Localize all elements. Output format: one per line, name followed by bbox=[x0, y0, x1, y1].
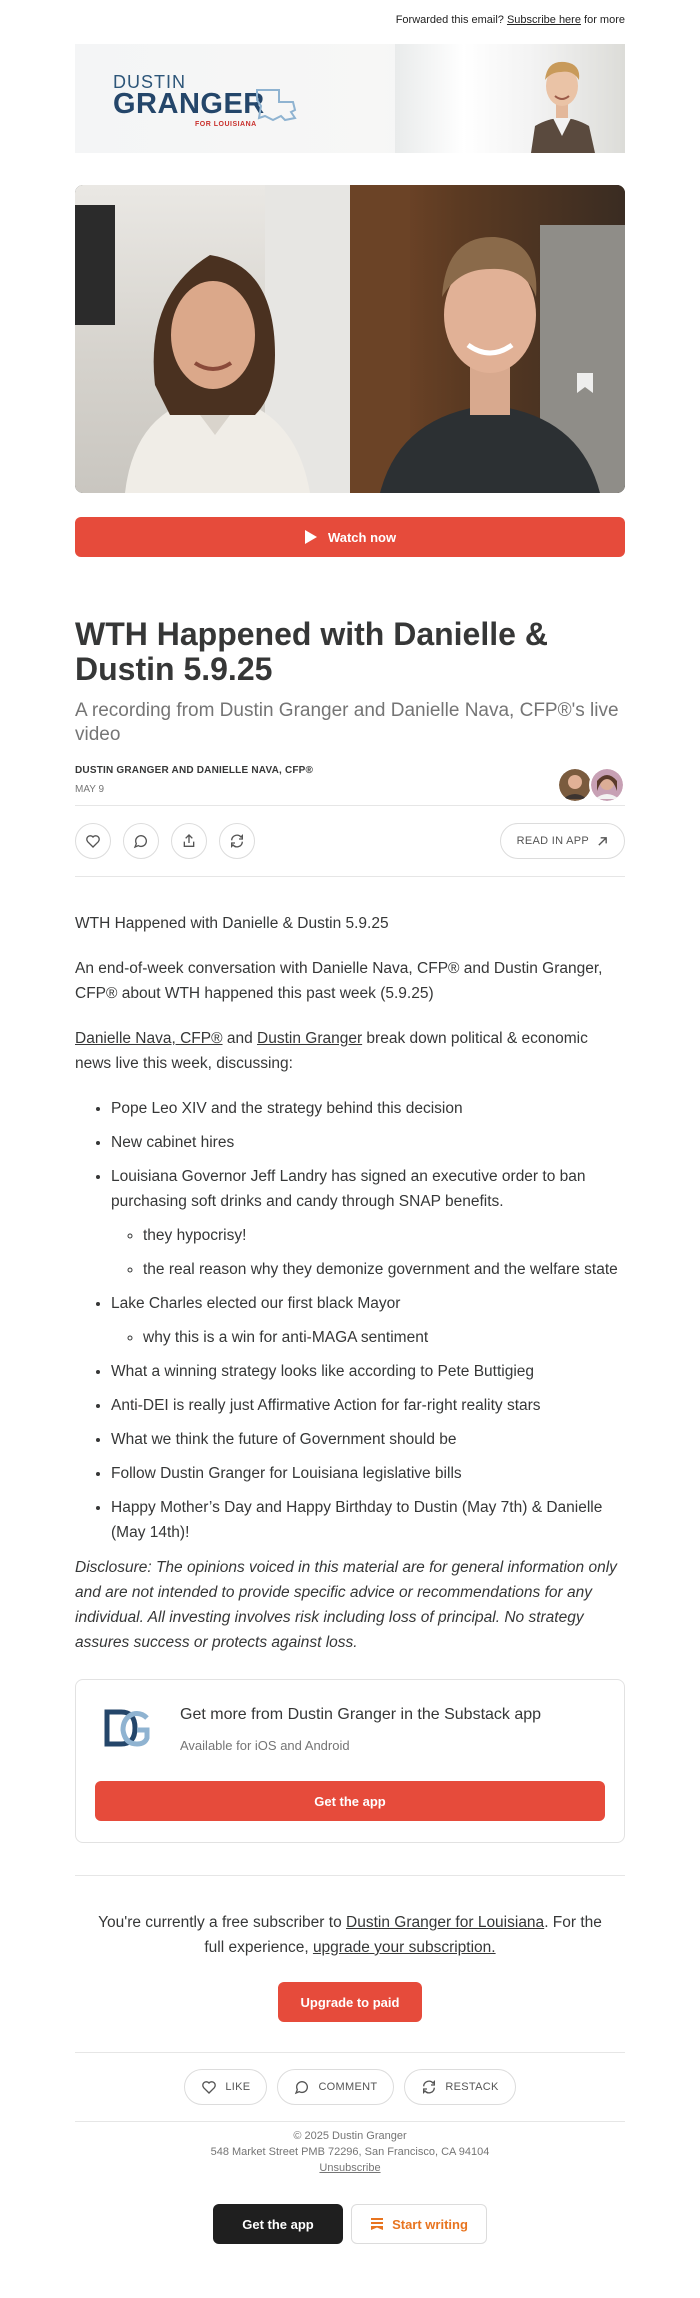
body-text: and bbox=[222, 1030, 258, 1047]
like-label: LIKE bbox=[225, 2081, 251, 2093]
video-thumbnail[interactable] bbox=[75, 185, 625, 493]
divider bbox=[75, 2052, 625, 2053]
divider bbox=[75, 2121, 625, 2122]
subscription-notice bbox=[75, 1910, 625, 1960]
engagement-pills bbox=[75, 2069, 625, 2105]
upgrade-to-paid-button[interactable]: Upgrade to paid bbox=[278, 1982, 422, 2022]
sub-list bbox=[111, 1223, 625, 1282]
sub-list-item: ◦ the real reason why they demonize government and the welfare state bbox=[143, 1257, 625, 1282]
restack-pill-button[interactable] bbox=[404, 2069, 515, 2105]
share-icon bbox=[181, 833, 197, 849]
play-icon bbox=[304, 529, 318, 545]
app-promo-card bbox=[75, 1679, 625, 1843]
list-item: • Pope Leo XIV and the strategy behind this decision bbox=[111, 1096, 625, 1121]
post-actions-bar bbox=[75, 806, 625, 876]
post-authors[interactable]: DUSTIN GRANGER AND DANIELLE NAVA, CFP® bbox=[75, 765, 314, 776]
author-avatars bbox=[561, 767, 625, 803]
logo-first-name: DUSTIN bbox=[113, 72, 186, 92]
list-item-text: Lake Charles elected our first black Mayor bbox=[111, 1295, 401, 1312]
unsubscribe-link[interactable]: Unsubscribe bbox=[319, 2162, 381, 2174]
dustin-link[interactable]: Dustin Granger bbox=[257, 1030, 363, 1047]
watch-now-label: Watch now bbox=[327, 529, 397, 545]
start-writing-label: Start writing bbox=[392, 2216, 468, 2232]
dustin-image bbox=[350, 185, 625, 493]
email-footer bbox=[75, 2128, 625, 2176]
restack-icon bbox=[229, 833, 245, 849]
share-button[interactable] bbox=[171, 823, 207, 859]
subscription-text: . For the full experience, bbox=[204, 1914, 602, 1956]
list-item-text: Louisiana Governor Jeff Landry has signed an executive order to ban purchasing soft drinks and candy through SNAP benefits. bbox=[111, 1168, 586, 1210]
read-in-app-label: READ IN APP bbox=[516, 835, 589, 847]
email-container bbox=[75, 0, 625, 2244]
app-promo-subtitle: Available for iOS and Android bbox=[180, 1738, 350, 1753]
get-the-app-dark-button[interactable]: Get the app bbox=[213, 2204, 343, 2244]
comment-button[interactable] bbox=[123, 823, 159, 859]
video-left-participant bbox=[75, 185, 350, 493]
comment-label: COMMENT bbox=[318, 2081, 378, 2093]
sub-list bbox=[111, 1325, 625, 1350]
logo-tagline: FOR LOUISIANA bbox=[195, 121, 257, 128]
bookmark-icon bbox=[575, 371, 595, 395]
read-in-app-button[interactable] bbox=[500, 823, 625, 859]
header-banner[interactable] bbox=[75, 44, 625, 153]
sub-list-item: ◦ they hypocrisy! bbox=[143, 1223, 625, 1248]
list-item bbox=[111, 1291, 625, 1350]
forward-notice bbox=[75, 0, 625, 30]
logo-last-name: GRANGER bbox=[113, 88, 265, 120]
disclosure-text: Disclosure: The opinions voiced in this material are for general information only and are not intended to provide specific advice or recommendations for any individual. All investing involves risk including loss of principal. No strategy assures success or protects against loss. bbox=[75, 1559, 617, 1651]
louisiana-state-icon bbox=[255, 88, 297, 122]
body-paragraph: WTH Happened with Danielle & Dustin 5.9.25 bbox=[75, 915, 389, 932]
list-item: • Happy Mother’s Day and Happy Birthday to Dustin (May 7th) & Danielle (May 14th)! bbox=[111, 1495, 625, 1545]
subscription-text: You're currently a free subscriber to bbox=[98, 1914, 347, 1931]
restack-button[interactable] bbox=[219, 823, 255, 859]
watch-now-button[interactable] bbox=[75, 517, 625, 557]
get-the-app-button[interactable]: Get the app bbox=[95, 1781, 605, 1821]
restack-icon bbox=[421, 2079, 437, 2095]
post-title[interactable]: WTH Happened with Danielle & Dustin 5.9.25 bbox=[75, 616, 548, 687]
forward-prefix: Forwarded this email? bbox=[395, 14, 504, 26]
copyright: © 2025 Dustin Granger bbox=[293, 2130, 407, 2142]
forward-suffix: for more bbox=[584, 14, 625, 26]
body-paragraph: An end-of-week conversation with Danielle Nava, CFP® and Dustin Granger, CFP® about WTH happened this past week (5.9.25) bbox=[75, 960, 603, 1002]
bottom-buttons bbox=[75, 2204, 625, 2244]
list-item: • New cabinet hires bbox=[111, 1130, 625, 1155]
restack-label: RESTACK bbox=[445, 2081, 499, 2093]
upgrade-link[interactable]: upgrade your subscription. bbox=[312, 1939, 496, 1956]
heart-icon bbox=[201, 2079, 217, 2095]
subscribe-link[interactable]: Subscribe here bbox=[506, 14, 581, 26]
list-item: • Follow Dustin Granger for Louisiana legislative bills bbox=[111, 1461, 625, 1486]
post-body bbox=[75, 911, 625, 1655]
app-promo-title: Get more from Dustin Granger in the Substack app bbox=[180, 1706, 542, 1723]
danielle-image bbox=[75, 185, 350, 493]
sub-list-item: ◦ why this is a win for anti-MAGA sentiment bbox=[143, 1325, 625, 1350]
publication-logo-icon bbox=[103, 1706, 151, 1750]
byline bbox=[75, 765, 625, 805]
candidate-portrait bbox=[525, 48, 599, 153]
list-item bbox=[111, 1164, 625, 1282]
like-button[interactable] bbox=[75, 823, 111, 859]
body-paragraph bbox=[75, 1026, 625, 1076]
avatar[interactable] bbox=[557, 767, 593, 803]
start-writing-button[interactable] bbox=[351, 2204, 487, 2244]
comment-icon bbox=[133, 833, 149, 849]
like-pill-button[interactable] bbox=[184, 2069, 267, 2105]
post-subtitle: A recording from Dustin Granger and Danielle Nava, CFP®'s live video bbox=[75, 700, 619, 745]
video-right-participant bbox=[350, 185, 625, 493]
divider bbox=[75, 1875, 625, 1876]
heart-icon bbox=[85, 833, 101, 849]
avatar[interactable] bbox=[589, 767, 625, 803]
publication-link[interactable]: Dustin Granger for Louisiana bbox=[346, 1914, 545, 1931]
post-date: MAY 9 bbox=[75, 784, 105, 795]
list-item: • What we think the future of Government should be bbox=[111, 1427, 625, 1452]
danielle-link[interactable]: Danielle Nava, CFP® bbox=[75, 1030, 223, 1047]
comment-pill-button[interactable] bbox=[277, 2069, 394, 2105]
mailing-address: 548 Market Street PMB 72296, San Francisco, CA 94104 bbox=[210, 2146, 490, 2158]
list-item: • What a winning strategy looks like according to Pete Buttigieg bbox=[111, 1359, 625, 1384]
body-text: break down political & economic news live this week, discussing: bbox=[75, 1030, 588, 1072]
comment-icon bbox=[294, 2079, 310, 2095]
topics-list bbox=[75, 1096, 625, 1545]
divider bbox=[75, 876, 625, 877]
substack-icon bbox=[370, 2217, 384, 2231]
arrow-up-right-icon bbox=[597, 836, 608, 847]
list-item: • Anti-DEI is really just Affirmative Action for far-right reality stars bbox=[111, 1393, 625, 1418]
